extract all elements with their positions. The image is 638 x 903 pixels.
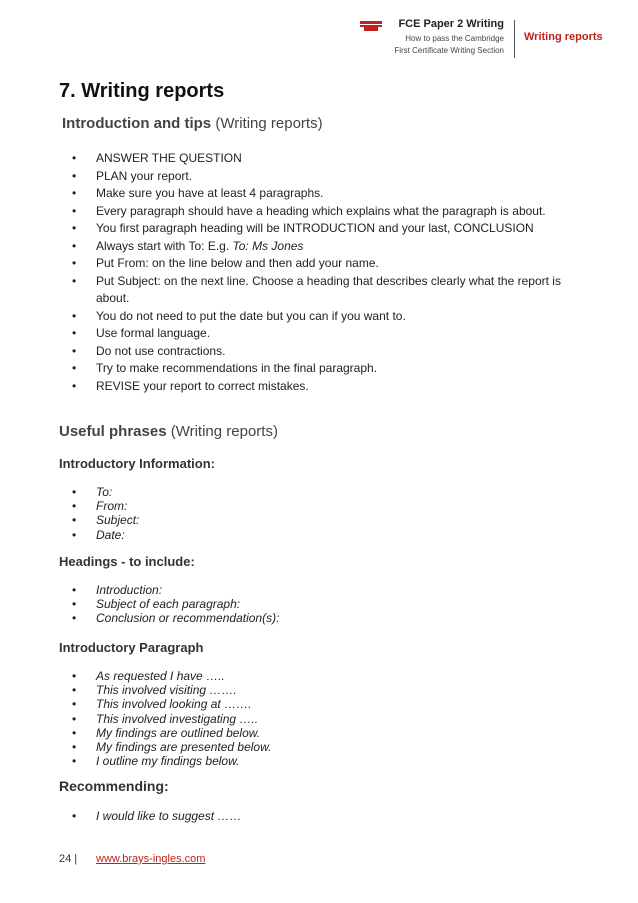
list-item: • ANSWER THE QUESTION xyxy=(0,150,561,168)
tips-list xyxy=(0,150,638,395)
list-item xyxy=(0,238,561,256)
list-item: • My findings are outlined below. xyxy=(0,726,271,740)
page-header xyxy=(0,0,638,60)
tip-text: Always start with To: E.g. xyxy=(96,238,233,253)
list-item: • From: xyxy=(0,499,139,513)
header-subtitle-line1: How to pass the Cambridge xyxy=(405,34,504,43)
chapter-title: 7. Writing reports xyxy=(59,80,225,102)
list-item: • PLAN your report. xyxy=(0,168,561,186)
list-item: • You first paragraph heading will be INTRODUCTION and your last, CONCLUSION xyxy=(0,220,561,238)
intro-heading xyxy=(62,115,323,132)
header-divider xyxy=(514,20,515,58)
introductory-information-heading: Introductory Information: xyxy=(59,456,215,471)
introductory-paragraph-heading: Introductory Paragraph xyxy=(59,640,204,655)
list-item: • Every paragraph should have a heading which explains what the paragraph is about. xyxy=(0,203,561,221)
list-item: • This involved investigating ….. xyxy=(0,712,271,726)
recommending-heading: Recommending: xyxy=(59,778,169,794)
list-item: • My findings are presented below. xyxy=(0,740,271,754)
list-item: • Subject: xyxy=(0,513,139,527)
list-item: • Conclusion or recommendation(s): xyxy=(0,611,279,625)
list-item: • As requested I have ….. xyxy=(0,669,271,683)
list-item: • To: xyxy=(0,485,139,499)
list-item: • Try to make recommendations in the final paragraph. xyxy=(0,360,561,378)
headings-list xyxy=(0,583,279,626)
flag-logo-icon xyxy=(360,21,382,31)
list-item: • REVISE your report to correct mistakes. xyxy=(0,378,561,396)
header-subtitle-line2: First Certificate Writing Section xyxy=(394,46,504,55)
intro-heading-bold: Introduction and tips xyxy=(62,115,212,132)
tip-example: To: Ms Jones xyxy=(232,238,304,253)
page-number: 24 | xyxy=(59,853,78,865)
phrases-heading-bold: Useful phrases xyxy=(59,423,167,440)
headings-heading: Headings - to include: xyxy=(59,554,195,569)
list-item: • Introduction: xyxy=(0,583,279,597)
header-section-name: Writing reports xyxy=(524,31,603,43)
list-item: • Make sure you have at least 4 paragraphs. xyxy=(0,185,561,203)
header-title: FCE Paper 2 Writing xyxy=(398,18,504,30)
list-item: • I outline my findings below. xyxy=(0,754,271,768)
list-item: • Put Subject: on the next line. Choose a heading that describes clearly what the report is about. xyxy=(0,273,561,308)
list-item: • You do not need to put the date but you can if you want to. xyxy=(0,308,561,326)
list-item: • This involved visiting ……. xyxy=(0,683,271,697)
phrases-heading-rest: (Writing reports) xyxy=(166,423,278,440)
list-item: • Date: xyxy=(0,528,139,542)
introductory-information-list xyxy=(0,485,139,542)
list-item: • Do not use contractions. xyxy=(0,343,561,361)
list-item: • Put From: on the line below and then add your name. xyxy=(0,255,561,273)
list-item: • Use formal language. xyxy=(0,325,561,343)
list-item: • Subject of each paragraph: xyxy=(0,597,279,611)
website-link[interactable]: www.brays-ingles.com xyxy=(96,853,206,865)
intro-heading-rest: (Writing reports) xyxy=(211,115,323,132)
list-item: • This involved looking at ……. xyxy=(0,697,271,711)
recommending-list xyxy=(0,809,241,823)
introductory-paragraph-list xyxy=(0,669,271,768)
phrases-heading xyxy=(59,423,278,440)
list-item: • I would like to suggest …… xyxy=(0,809,241,823)
